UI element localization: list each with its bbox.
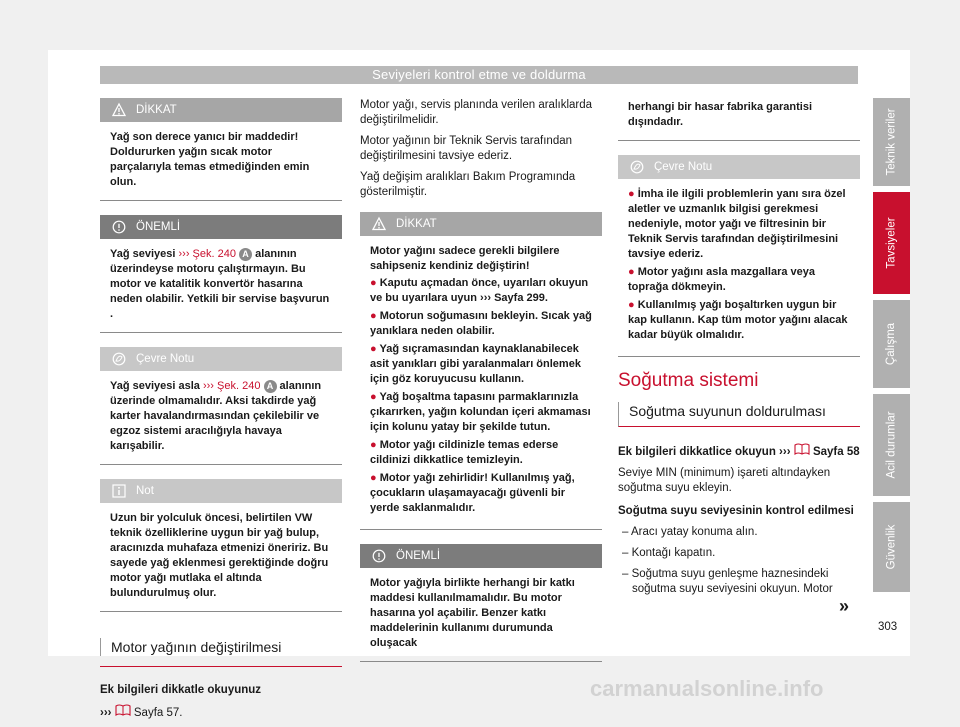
ref-head: Ek bilgileri dikkatlice okuyun ››› — [618, 446, 791, 458]
list-item — [370, 438, 592, 468]
tab-label: Çalışma — [885, 322, 898, 366]
tab-label: Güvenlik — [885, 524, 898, 570]
step-item: – Soğutma suyu genleşme haznesindeki soğutma suyu seviyesini okuyun. Motor — [622, 568, 833, 595]
note-box — [100, 479, 342, 612]
column-3 — [618, 98, 860, 603]
bullet-icon: ● — [370, 391, 380, 403]
environment-text-pre: Yağ seviyesi asla — [110, 380, 203, 392]
environment-box — [100, 347, 342, 465]
bullet-icon: ● — [370, 472, 380, 484]
column-1 — [100, 98, 342, 727]
warning-box — [100, 98, 342, 201]
tab-chapter[interactable] — [873, 98, 910, 186]
steps-list — [618, 525, 860, 597]
important-text — [100, 239, 342, 332]
chapter-title: Soğutma sistemi — [618, 370, 759, 391]
environment-header — [618, 155, 860, 179]
page-header: Seviyeleri kontrol etme ve doldurma — [100, 66, 858, 84]
important-header — [360, 544, 602, 568]
important-box-continued — [618, 98, 860, 141]
book-icon — [115, 707, 131, 719]
important-text: Motor yağıyla birlikte herhangi bir katkı maddesi kullanılmamalıdır. Bu motor hasarına yol açabilir. Benzer katkı maddelerinin kullanımı durumunda oluşacak — [370, 577, 575, 649]
chapter-tabs — [873, 98, 910, 598]
bullet-icon: ● — [628, 188, 638, 200]
section-heading: Soğutma suyunun doldurulması — [618, 402, 860, 427]
warning-lead: Motor yağını sadece gerekli bilgilere sahipseniz kendiniz değiştirin! — [370, 245, 560, 272]
list-item-text: Motor yağı zehirlidir! Kullanılmış yağ, çocukların ulaşamayacağı güvenli bir yerde saklanmalıdır. — [370, 472, 575, 514]
list-item-text: Motor yağını asla mazgallara veya toprağa dökmeyin. — [628, 266, 816, 293]
warning-triangle-icon — [372, 217, 386, 231]
info-icon — [112, 484, 126, 498]
warning-text: Yağ son derece yanıcı bir maddedir! Doldururken yağın sıcak motor parçalarıyla temas etmediğinden emin olun. — [110, 131, 310, 188]
section-body — [618, 443, 860, 597]
list-item — [628, 298, 850, 343]
step-item: – Aracı yatay konuma alın. — [622, 526, 758, 538]
list-item-text: Yağ sıçramasından kaynaklanabilecek asit yanıkları gibi yaralanmaları önlemek için göz koruyucusu kullanın. — [370, 343, 581, 385]
important-title: ÖNEMLİ — [396, 549, 441, 562]
list-item-text: Motorun soğumasını bekleyin. Sıcak yağ yanıklara neden olabilir. — [370, 310, 592, 337]
environment-bullets — [618, 179, 860, 356]
ref-arrows: ››› — [100, 707, 115, 719]
section-heading: Motor yağının değiştirilmesi — [100, 638, 342, 656]
tab-chapter[interactable] — [873, 300, 910, 388]
watermark: carmanualsonline.info — [590, 676, 824, 701]
figure-link[interactable]: ››› Şek. 240 — [202, 380, 261, 392]
important-title: ÖNEMLİ — [136, 220, 181, 233]
warning-header — [100, 98, 342, 122]
tab-label: Acil durumlar — [885, 411, 898, 479]
list-item-text: Kaputu açmadan önce, uyarıları okuyun ve bu uyarılara uyun ››› Sayfa 299. — [370, 277, 589, 304]
bullet-icon: ● — [370, 277, 380, 289]
environment-title: Çevre Notu — [654, 160, 713, 173]
leaf-icon — [630, 160, 644, 174]
tab-chapter[interactable] — [873, 394, 910, 496]
list-item — [628, 187, 850, 262]
warning-bullets — [370, 276, 592, 516]
warning-title: DİKKAT — [136, 103, 177, 116]
paragraph: Seviye MIN (minimum) işareti altındayken soğutma suyu ekleyin. — [618, 467, 831, 494]
exclamation-circle-icon — [112, 220, 126, 234]
page-number: 303 — [878, 621, 898, 633]
important-text-post: alanının üzerindeyse motoru çalıştırmayın. Bu motor ve katalitik konvertör hasarına neden olabilir. Yetkili bir servise başvurun . — [110, 248, 330, 320]
list-item-text: Kullanılmış yağı boşaltırken uygun bir kap kullanın. Kap tüm motor yağını alacak kadar büyük olmalıdır. — [628, 299, 848, 341]
bullet-icon: ● — [370, 310, 380, 322]
paragraph: Yağ değişim aralıkları Bakım Programında gösterilmiştir. — [360, 171, 576, 198]
continued-text: herhangi bir hasar fabrika garantisi dışındadır. — [628, 101, 813, 128]
environment-box — [618, 155, 860, 357]
continue-mark: » — [839, 596, 850, 616]
step-item: – Kontağı kapatın. — [622, 547, 716, 559]
tab-label: Tavsiyeler — [885, 217, 898, 269]
warning-box — [360, 212, 602, 530]
warning-triangle-icon — [112, 103, 126, 117]
bullet-icon: ● — [370, 439, 380, 451]
important-header — [100, 215, 342, 239]
marker-a: A — [239, 248, 252, 261]
tab-chapter[interactable] — [873, 502, 910, 592]
note-text: Uzun bir yolculuk öncesi, belirtilen VW teknik özelliklerine uygun bir yağ bulup, aracınızda muhafaza etmenizi öneririz. Bu sayede yağ eklenmesi gerektiğinde doğru motor yağı mutlaka el altında bulundurulmuş olur. — [110, 512, 329, 599]
bullet-icon: ● — [628, 299, 638, 311]
environment-header — [100, 347, 342, 371]
marker-a: A — [264, 380, 277, 393]
leaf-icon — [112, 352, 126, 366]
note-head: Ek bilgileri dikkatle okuyunuz — [100, 684, 262, 696]
environment-text — [100, 371, 342, 464]
warning-body — [360, 236, 602, 529]
page-reference[interactable] — [100, 704, 342, 721]
check-heading: Soğutma suyu seviyesinin kontrol edilmesi — [618, 505, 854, 517]
important-box — [360, 544, 602, 662]
note-header — [100, 479, 342, 503]
list-item-text: Yağ boşaltma tapasını parmaklarınızla çıkarırken, yağın kolundan içeri akmaması için kolunu yatay bir şekilde tutun. — [370, 391, 591, 433]
list-item-text: Motor yağı cildinizle temas ederse cildinizi dikkatlice temizleyin. — [370, 439, 559, 466]
warning-title: DİKKAT — [396, 217, 437, 230]
list-item — [370, 390, 592, 435]
warning-header — [360, 212, 602, 236]
environment-title: Çevre Notu — [136, 352, 195, 365]
ref-page: Sayfa 57. — [130, 707, 183, 719]
list-item — [370, 342, 592, 387]
book-icon — [794, 446, 810, 458]
paragraph: Motor yağı, servis planında verilen aralıklarda değiştirilmelidir. — [360, 99, 593, 126]
intro-text — [360, 98, 602, 200]
section-divider — [100, 666, 342, 667]
list-item — [370, 309, 592, 339]
page-reference[interactable] — [618, 443, 860, 460]
tab-chapter[interactable] — [873, 192, 910, 294]
bullet-icon: ● — [628, 266, 638, 278]
column-2 — [360, 98, 602, 676]
list-item — [370, 471, 592, 516]
paragraph: Motor yağının bir Teknik Servis tarafından değiştirilmesini tavsiye ederiz. — [360, 135, 573, 162]
important-text-pre: Yağ seviyesi — [110, 248, 179, 260]
environment-text-post: alanının üzerinde olmamalıdır. Aksi takdirde yağ karter havalandırmasından çekilebilir ve egzoz sistemi aracılığıyla havaya karışabilir. — [110, 380, 322, 452]
figure-link[interactable]: ››› Şek. 240 — [178, 248, 236, 260]
ref-page: Sayfa 58 — [809, 446, 860, 458]
exclamation-circle-icon — [372, 549, 386, 563]
important-box — [100, 215, 342, 333]
list-item-text: İmha ile ilgili problemlerin yanı sıra özel aletler ve uzmanlık bilgisi gerekmesi nedeniyle, motor yağı ve filtresinin bir Teknik Servis tarafından değiştirilmesini tavsiye ederiz. — [628, 188, 846, 260]
list-item — [628, 265, 850, 295]
note-title: Not — [136, 484, 154, 497]
section-body — [100, 683, 342, 721]
bullet-icon: ● — [370, 343, 380, 355]
list-item — [370, 276, 592, 306]
tab-label: Teknik veriler — [885, 108, 898, 176]
